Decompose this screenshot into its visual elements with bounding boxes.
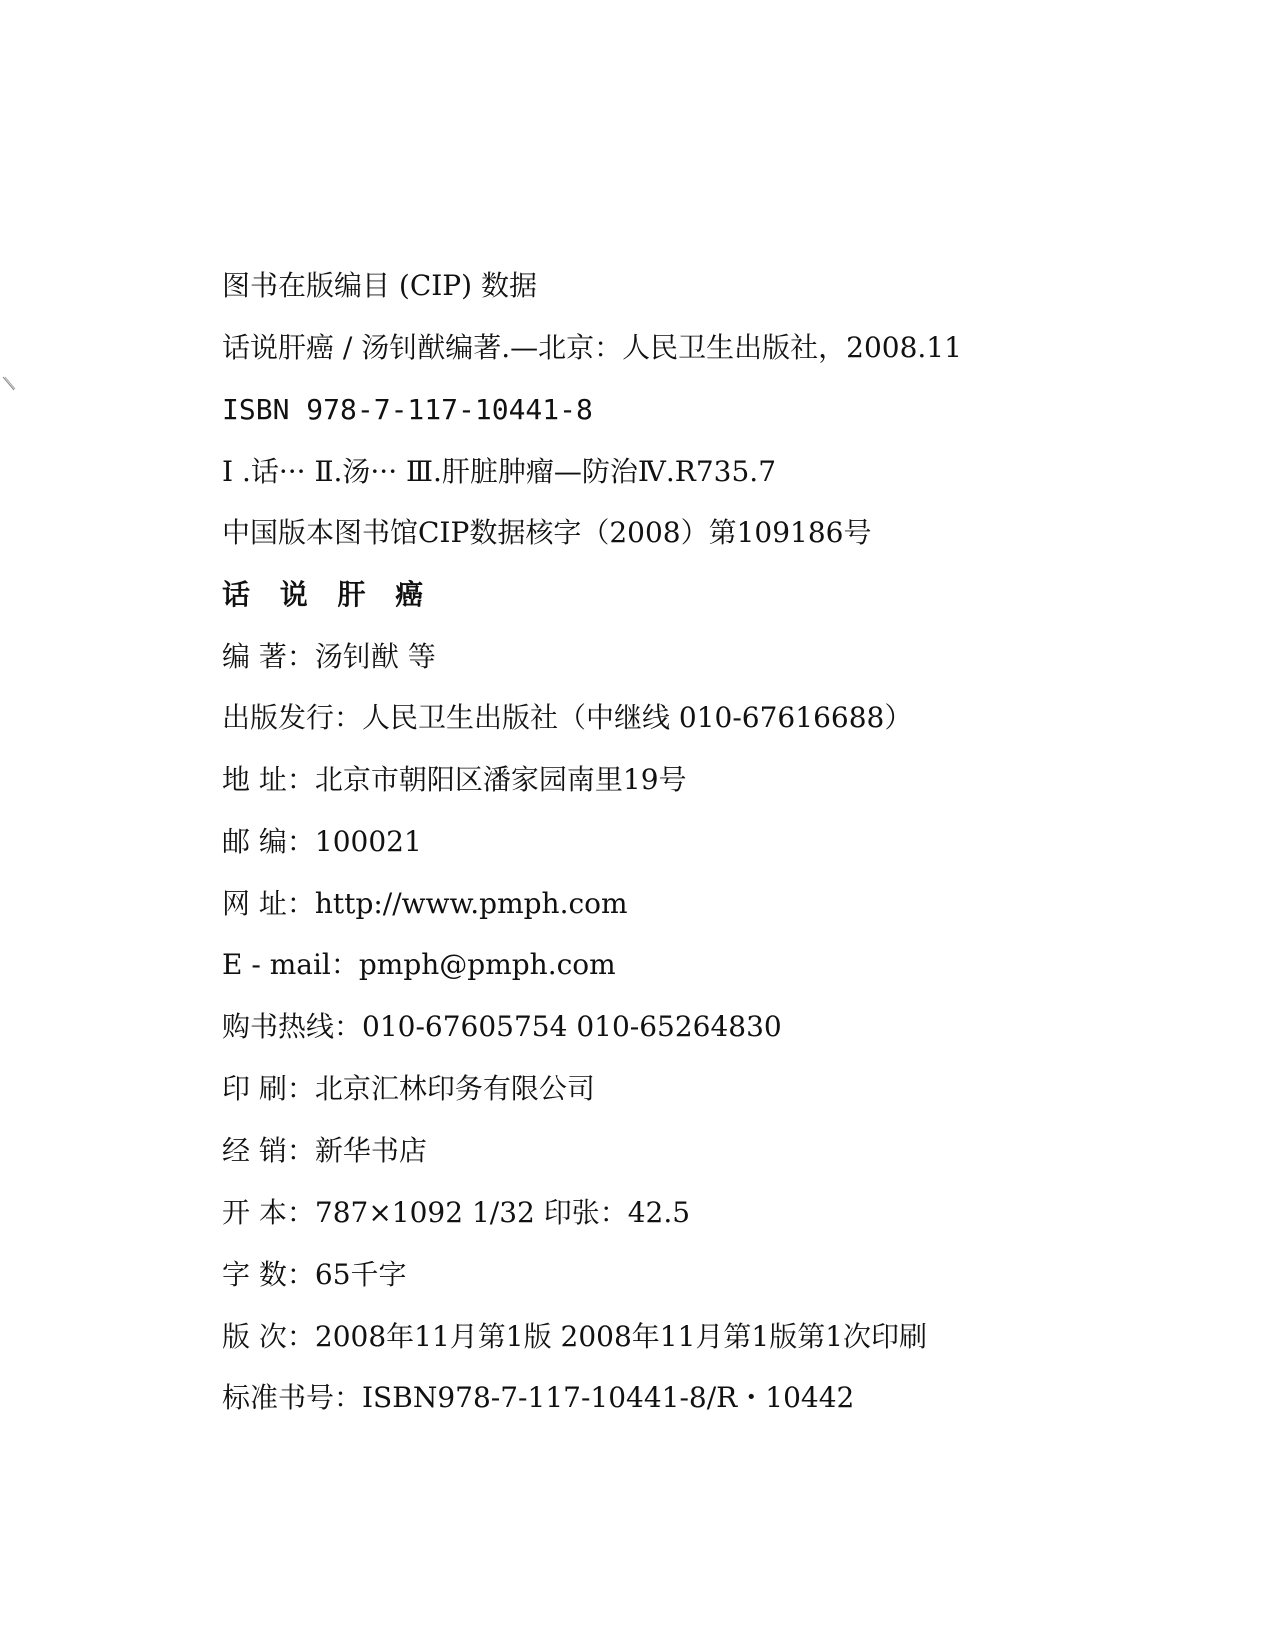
cip-verification: 中国版本图书馆CIP数据核字（2008）第109186号 [222,516,872,549]
detail-hotline: 购书热线：010-67605754 010-65264830 [222,1010,782,1043]
detail-word-count: 字 数：65千字 [222,1258,407,1291]
cip-subjects: Ⅰ .话··· Ⅱ.汤··· Ⅲ.肝脏肿瘤—防治Ⅳ.R735.7 [222,455,777,488]
detail-format: 开 本：787×1092 1/32 印张：42.5 [222,1196,691,1229]
detail-email: E - mail：pmph@pmph.com [222,948,616,981]
detail-distributor: 经 销：新华书店 [222,1134,427,1167]
detail-address: 地 址：北京市朝阳区潘家园南里19号 [222,763,687,796]
detail-printer: 印 刷：北京汇林印务有限公司 [222,1072,595,1105]
cip-record: 话说肝癌 / 汤钊猷编著.—北京：人民卫生出版社，2008.11 [222,331,962,364]
book-title: 话 说 肝 癌 [222,578,434,611]
detail-postcode: 邮 编：100021 [222,825,422,858]
scan-artifact-mark [2,376,16,392]
detail-publisher: 出版发行：人民卫生出版社（中继线 010-67616688） [222,701,913,734]
detail-website: 网 址：http://www.pmph.com [222,887,628,920]
detail-standard-number: 标准书号：ISBN978-7-117-10441-8/R・10442 [222,1381,855,1414]
cip-heading: 图书在版编目 (CIP) 数据 [222,269,537,302]
detail-edition: 版 次：2008年11月第1版 2008年11月第1版第1次印刷 [222,1320,928,1353]
detail-editor: 编 著：汤钊猷 等 [222,640,436,673]
cip-isbn: ISBN 978-7-117-10441-8 [222,393,593,426]
